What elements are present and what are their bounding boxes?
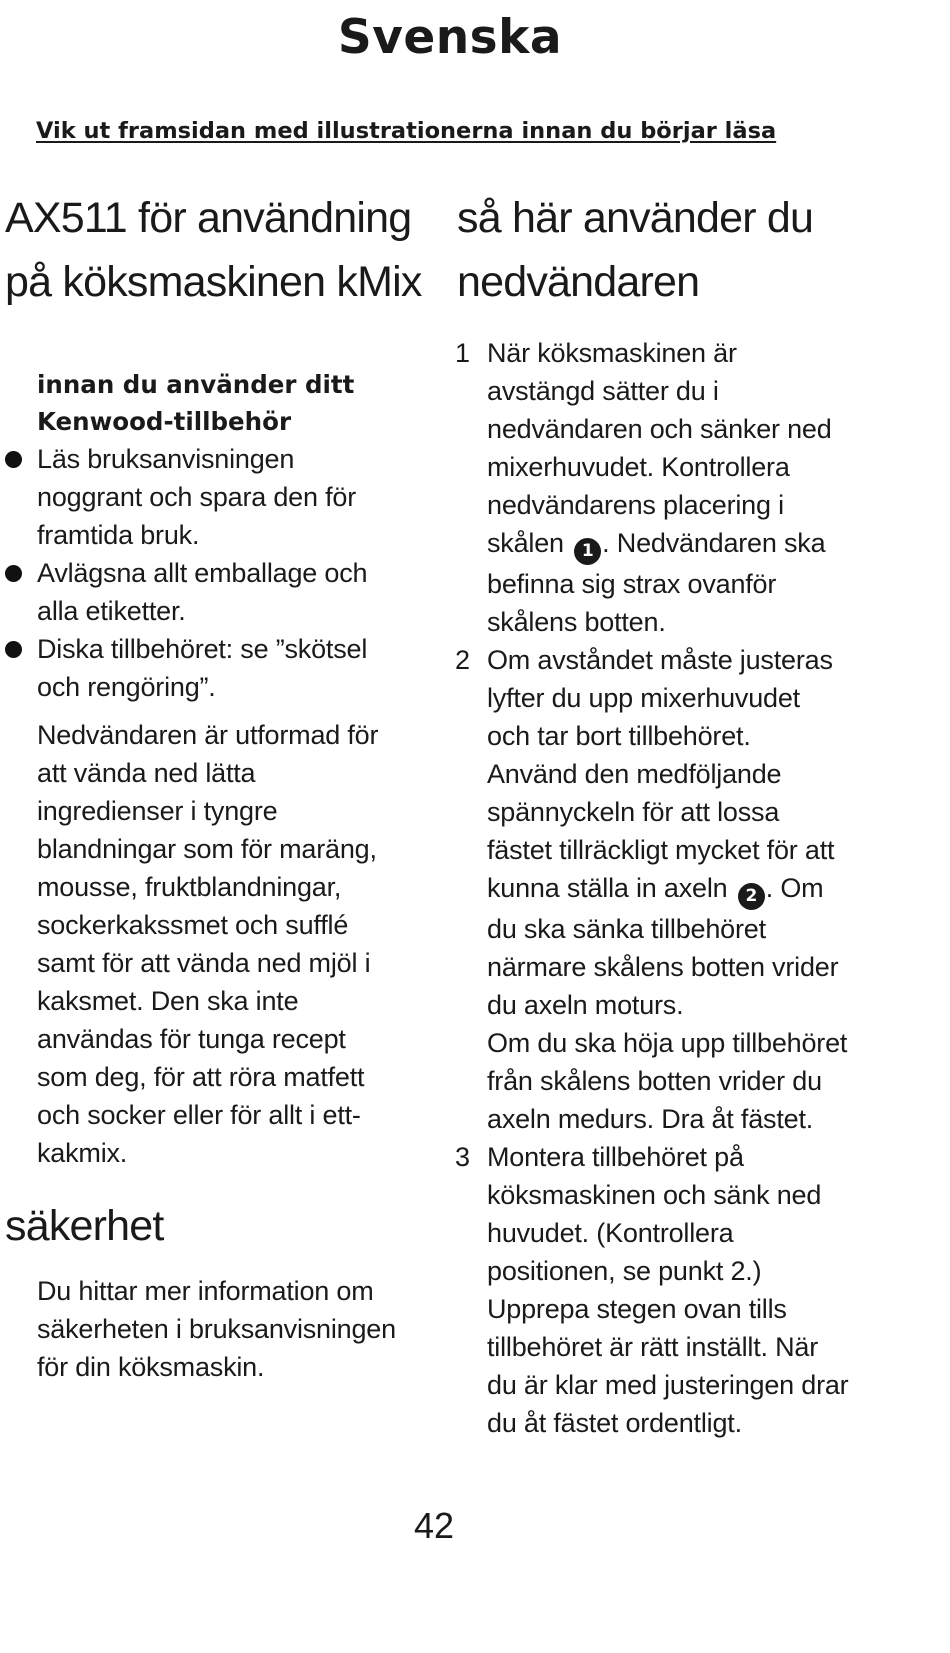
safety-line: Du hittar mer information om — [37, 1276, 374, 1306]
step-line: avstängd sätter du i — [487, 376, 719, 406]
step-text: skålen — [487, 528, 564, 558]
description-line: blandningar som för maräng, — [37, 834, 377, 864]
list-item-line: Diska tillbehöret: se ”skötsel — [37, 634, 368, 664]
step-line: När köksmaskinen är — [487, 338, 737, 368]
product-title-line: AX511 för användning — [5, 194, 412, 242]
step-line: fästet tillräckligt mycket för att — [487, 835, 835, 865]
before-use-heading — [37, 366, 440, 440]
list-item-line: framtida bruk. — [37, 520, 200, 550]
list-item-line: Avlägsna allt emballage och — [37, 558, 368, 588]
step-line: nedvändaren och sänker ned — [487, 414, 832, 444]
step-line: Upprepa stegen ovan tills — [487, 1294, 787, 1324]
usage-steps — [452, 334, 922, 1442]
description-line: kaksmet. Den ska inte — [37, 986, 299, 1016]
step-line: närmare skålens botten vrider — [487, 952, 839, 982]
figure-reference-icon: 2 — [738, 883, 765, 910]
description-line: att vända ned lätta — [37, 758, 256, 788]
description-line: samt för att vända ned mjöl i — [37, 948, 371, 978]
step-line: nedvändarens placering i — [487, 490, 784, 520]
step-line: positionen, se punkt 2.) — [487, 1256, 762, 1286]
step-number: 3 — [455, 1142, 470, 1172]
safety-title: säkerhet — [5, 1202, 164, 1250]
list-item — [0, 630, 440, 706]
product-title — [0, 186, 440, 314]
description-line: kakmix. — [37, 1138, 128, 1168]
figure-reference-icon: 1 — [574, 538, 601, 565]
step-number: 1 — [455, 338, 470, 368]
step-line: Om avståndet måste justeras — [487, 645, 833, 675]
step-line — [487, 524, 922, 565]
step-line — [487, 869, 922, 910]
step-3 — [452, 1138, 922, 1442]
step-line: köksmaskinen och sänk ned — [487, 1180, 822, 1210]
list-item — [0, 554, 440, 630]
step-line: huvudet. (Kontrollera — [487, 1218, 734, 1248]
description-line: mousse, fruktblandningar, — [37, 872, 342, 902]
step-line: axeln medurs. Dra åt fästet. — [487, 1104, 814, 1134]
product-title-line: på köksmaskinen kMix — [5, 258, 422, 306]
language-heading: Svenska — [337, 10, 563, 65]
step-line: skålens botten. — [487, 607, 666, 637]
step-line: Använd den medföljande — [487, 759, 782, 789]
description-line: och socker eller för allt i ett- — [37, 1100, 361, 1130]
left-column — [0, 186, 440, 1386]
bullet-icon — [5, 641, 22, 658]
usage-title-line: nedvändaren — [457, 258, 700, 306]
step-1 — [452, 334, 922, 641]
step-line: du är klar med justeringen drar — [487, 1370, 849, 1400]
step-line: Om du ska höja upp tillbehöret — [487, 1028, 848, 1058]
list-item-line: och rengöring”. — [37, 672, 216, 702]
right-column — [452, 186, 922, 1442]
step-line: Montera tillbehöret på — [487, 1142, 744, 1172]
bullet-icon — [5, 451, 22, 468]
description-line: ingredienser i tyngre — [37, 796, 278, 826]
step-line: från skålens botten vrider du — [487, 1066, 822, 1096]
description-line: Nedvändaren är utformad för — [37, 720, 379, 750]
usage-title-line: så här använder du — [457, 194, 814, 242]
before-use-list — [0, 440, 440, 706]
list-item-line: noggrant och spara den för — [37, 482, 357, 512]
step-number: 2 — [455, 645, 470, 675]
description-line: användas för tunga recept — [37, 1024, 346, 1054]
usage-title — [452, 186, 922, 314]
list-item-line: Läs bruksanvisningen — [37, 444, 295, 474]
list-item-line: alla etiketter. — [37, 596, 186, 626]
safety-text — [37, 1272, 440, 1386]
step-line: spännyckeln för att lossa — [487, 797, 780, 827]
step-line: och tar bort tillbehöret. — [487, 721, 751, 751]
fold-out-instruction: Vik ut framsidan med illustrationerna innan du börjar läsa — [36, 118, 777, 144]
step-text: kunna ställa in axeln — [487, 873, 728, 903]
step-line: tillbehöret är rätt inställt. När — [487, 1332, 819, 1362]
safety-line: för din köksmaskin. — [37, 1352, 265, 1382]
step-line: befinna sig strax ovanför — [487, 569, 777, 599]
bullet-icon — [5, 565, 22, 582]
step-text: . Om — [765, 873, 824, 903]
step-line: du åt fästet ordentligt. — [487, 1408, 742, 1438]
before-use-heading-line: Kenwood-tillbehör — [37, 407, 292, 436]
before-use-heading-line: innan du använder ditt — [37, 370, 355, 399]
description-line: som deg, för att röra matfett — [37, 1062, 365, 1092]
safety-line: säkerheten i bruksanvisningen — [37, 1314, 396, 1344]
product-description — [37, 716, 440, 1172]
step-line: du ska sänka tillbehöret — [487, 914, 766, 944]
step-2 — [452, 641, 922, 1138]
step-line: mixerhuvudet. Kontrollera — [487, 452, 790, 482]
description-line: sockerkakssmet och sufflé — [37, 910, 349, 940]
step-line: lyfter du upp mixerhuvudet — [487, 683, 800, 713]
step-text: . Nedvändaren ska — [602, 528, 826, 558]
list-item — [0, 440, 440, 554]
page-number: 42 — [413, 1505, 455, 1546]
step-line: du axeln moturs. — [487, 990, 684, 1020]
